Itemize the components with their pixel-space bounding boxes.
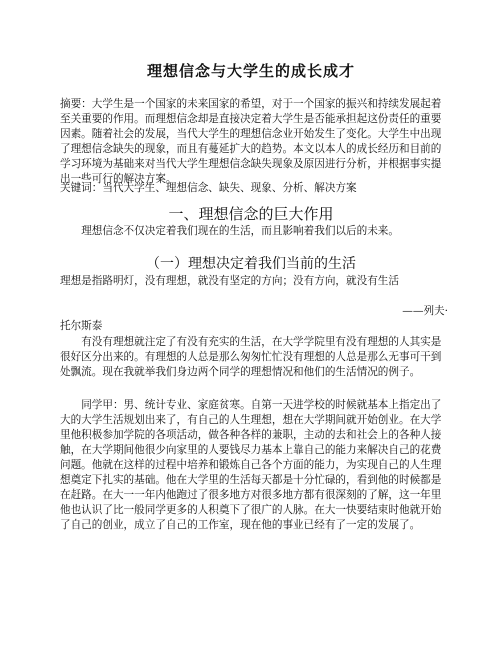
keywords-line: 关键词：当代大学生、理想信念、缺失、现象、分析、解决方案 <box>60 182 357 194</box>
body-paragraph-2: 同学甲：男、统计专业、家庭贫寒。自第一天进学校的时候就基本上指定出了大的大学生活规划出来了，有自己的人生理想，想在大学期间就开始创业。在大学里他积极参加学院的各项活动，做各种各样的兼职，主动的去和社会上的各种人接触，在大学期间他很少向家里的人要钱尽力基本上靠自己的能力来解决自己的花费问题。他就在这样的过程中培养和锻炼自己各个方面的能力，为实现自己的人生理想奠定下扎实的基础。他在大学里的生活每天都是十分忙碌的，看到他的时候都是在赶路。在大一一年内他跑过了很多地方对很多地方都有很深刻的了解，这一年里他也认识了比一般同学更多的人积奠下了很广的人脉。在大一快要结束时他就开始了自己的创业，成立了自己的工作室，现在他的事业已经有了一定的发展了。 <box>60 399 442 531</box>
abstract-paragraph: 摘要：大学生是一个国家的未来国家的希望，对于一个国家的振兴和持续发展起着至关重要的作用。而理想信念却是直接决定着大学生是否能承担起这份责任的重要因素。随着社会的发展，当代大学生的理想信念业开始发生了变化。大学生中出现了理想信念缺失的现象，而且有蔓延扩大的趋势。本文以本人的成长经历和目前的学习环境为基础来对当代大学生理想信念缺失现象及原因进行分析，并根据事实提出一些可行的解决方案。 <box>60 98 442 185</box>
body-paragraph-1: 有没有理想就注定了有没有充实的生活，在大学学院里有没有理想的人其实是很好区分出来的。有理想的人总是那么匆匆忙忙没有理想的人总是那么无事可干到处飘流。现在我就举我们身边两个同学的理想情况和他们的生活情况的例子。 <box>60 336 442 378</box>
section1-paragraph: 理想信念不仅决定着我们现在的生活，而且影响着我们以后的未来。 <box>81 225 399 237</box>
quote-attribution-part2: 托尔斯泰 <box>60 320 103 332</box>
subsection-heading-1: （一）理想决定着我们当前的生活 <box>146 256 356 272</box>
section-heading-1: 一、理想信念的巨大作用 <box>168 205 334 223</box>
quote-attribution-part1: ——列夫· <box>402 305 448 317</box>
quote-text: 理想是指路明灯，没有理想，就没有坚定的方向；没有方向，就没有生活 <box>60 275 399 287</box>
document-title: 理想信念与大学生的成长成才 <box>146 62 355 80</box>
